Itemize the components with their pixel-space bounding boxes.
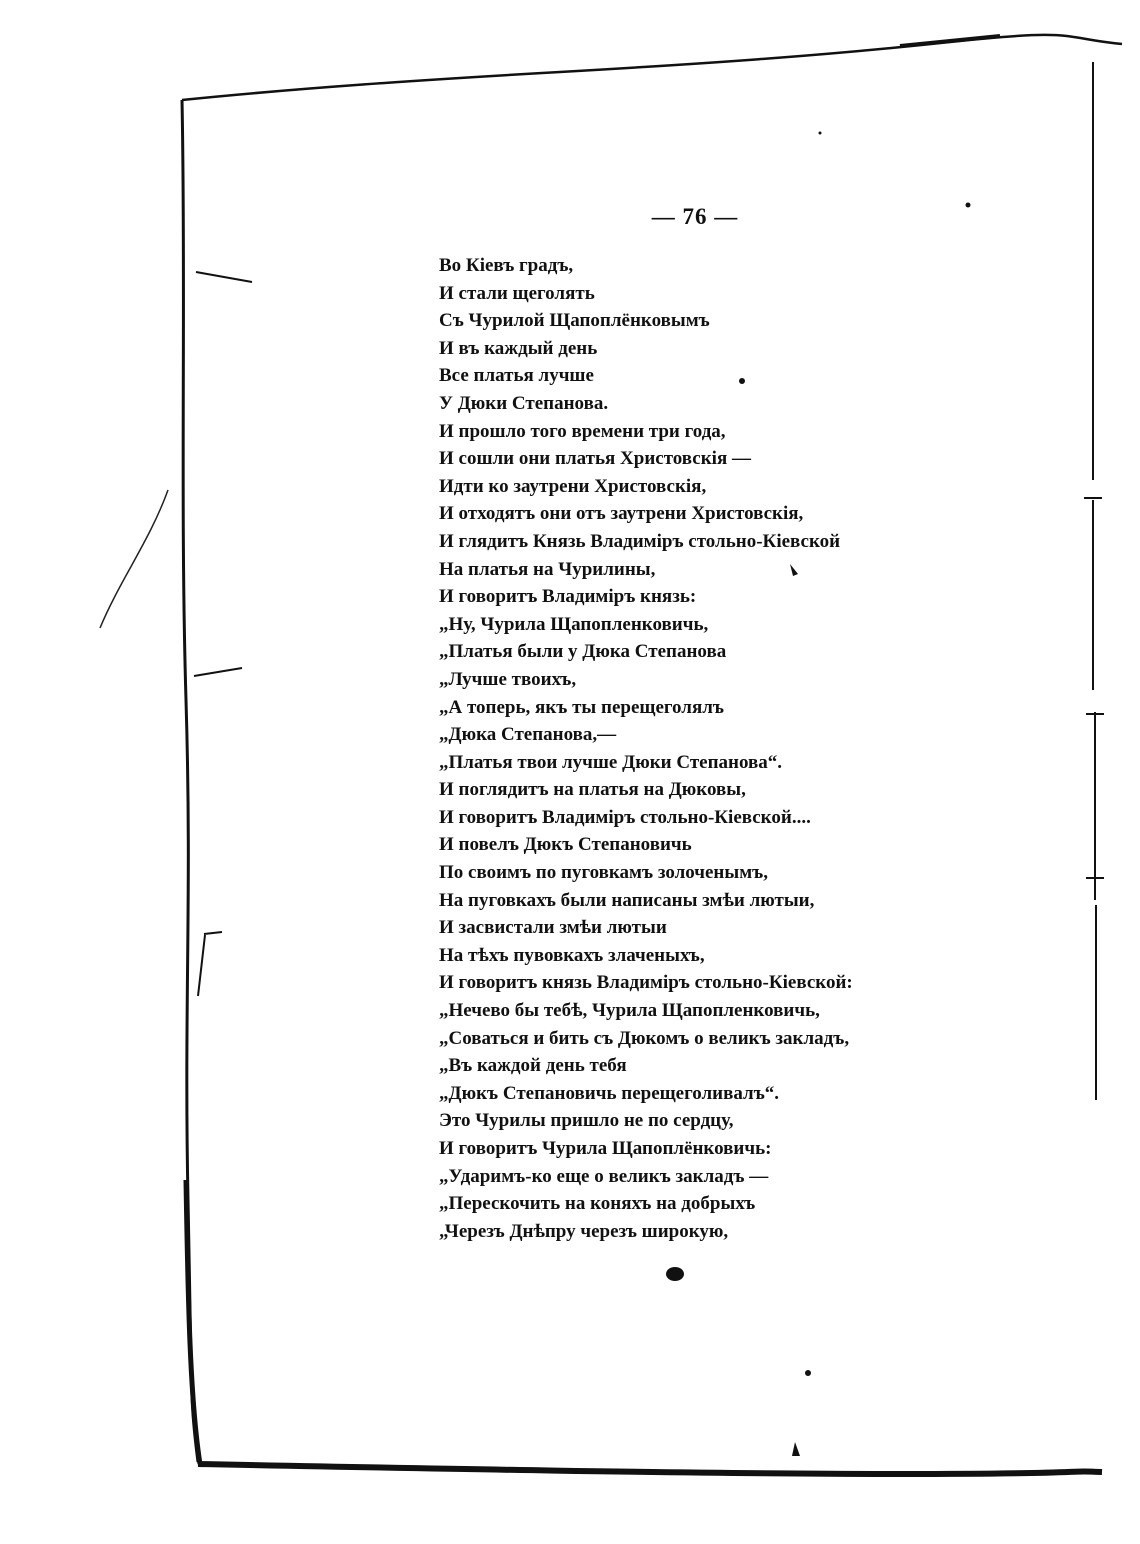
verse-line: И говоритъ Владиміръ князь: <box>439 586 697 608</box>
top-border-thick-segment <box>900 36 1000 46</box>
verse-text-block <box>439 252 919 1245</box>
scan-blot <box>666 1267 684 1281</box>
verse-line: Идти ко заутрени Христовскія, <box>439 475 707 497</box>
right-border-line <box>1093 62 1096 1100</box>
scan-speck <box>966 203 971 208</box>
verse-line: И въ каждый день <box>439 337 598 359</box>
page-number: — 76 — <box>651 204 739 229</box>
verse-line: На пуговкахъ были написаны змѣи лютыи, <box>439 889 815 911</box>
verse-line: „Перескочить на коняхъ на добрыхъ <box>439 1193 756 1215</box>
verse-line: На платья на Чурилины, <box>439 558 656 580</box>
bottom-border-line <box>198 1464 1102 1474</box>
verse-line: По своимъ по пуговкамъ золоченымъ, <box>439 862 768 884</box>
verse-line: „Дюка Степанова,— <box>439 724 617 746</box>
left-border-thick-segment <box>186 1180 200 1464</box>
verse-line: И поглядитъ на платья на Дюковы, <box>439 779 746 801</box>
verse-line: И прошло того времени три года, <box>439 420 726 442</box>
verse-line: „Лучше твоихъ, <box>439 668 577 690</box>
verse-line: Это Чурилы пришло не по сердцу, <box>439 1110 734 1132</box>
scan-mark <box>792 1442 800 1456</box>
verse-line: „Нечево бы тебѣ, Чурила Щапопленковичь, <box>439 1000 820 1022</box>
verse-line: Во Кіевъ градъ, <box>439 255 574 276</box>
verse-line: „Въ каждой день тебя <box>439 1055 627 1077</box>
verse-line: „Соваться и бить съ Дюкомъ о великъ закладъ, <box>439 1027 850 1049</box>
verse-line: У Дюки Степанова. <box>439 392 609 414</box>
left-margin-crease <box>100 490 168 628</box>
verse-line: И стали щеголять <box>439 282 595 304</box>
scan-speck <box>805 1370 811 1376</box>
verse-line: Все платья лучше <box>439 365 594 387</box>
verse-line: И говоритъ Владиміръ стольно-Кіевской.... <box>439 806 811 828</box>
left-margin-mark <box>194 272 252 996</box>
verse-line: „Дюкъ Степановичь перещеголивалъ“. <box>439 1082 780 1104</box>
verse-line: И сошли они платья Христовскія — <box>439 448 751 470</box>
verse-line: „Платья твои лучше Дюки Степанова“. <box>439 751 783 773</box>
verse-line: И засвистали змѣи лютыи <box>439 917 667 939</box>
verse-line: И глядитъ Князь Владиміръ стольно-Кіевской <box>439 530 841 552</box>
verse-line: Съ Чурилой Щапоплёнковымъ <box>439 310 710 332</box>
scan-speck <box>819 132 822 135</box>
verse-line: И говоритъ Чурила Щапоплёнковичь: <box>439 1138 772 1159</box>
verse-line: И повелъ Дюкъ Степановичь <box>439 834 692 856</box>
verse-line: На тѣхъ пувовкахъ злаченыхъ, <box>439 944 705 966</box>
verse-line: И отходятъ они отъ заутрени Христовскія, <box>439 503 804 525</box>
verse-line: „Черезъ Днѣпру черезъ широкую, <box>439 1220 729 1242</box>
verse-line: „Ударимъ-ко еще о великъ закладъ — <box>439 1165 769 1187</box>
verse-line: „А топерь, якъ ты перещеголялъ <box>439 696 724 718</box>
verse-line: И говоритъ князь Владиміръ стольно-Кіевской: <box>439 972 853 994</box>
verse-line: „Платья были у Дюка Степанова <box>439 641 727 663</box>
verse-line: „Ну, Чурила Щапопленковичь, <box>439 613 709 635</box>
left-border-line <box>182 100 198 1462</box>
top-border-line <box>182 35 1122 100</box>
